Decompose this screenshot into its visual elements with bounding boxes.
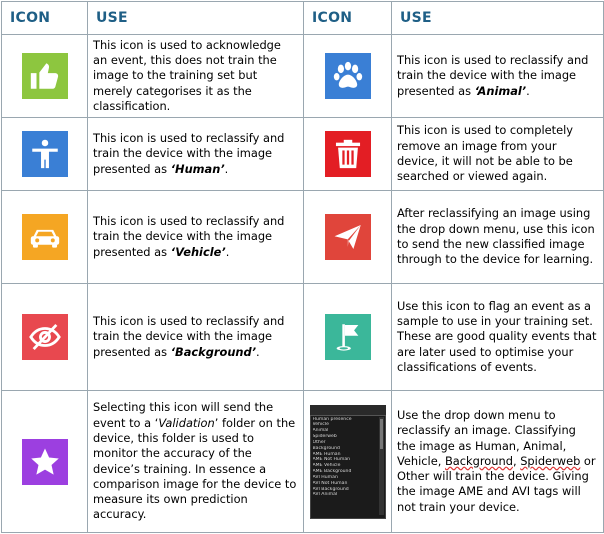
- menu-item: Other: [312, 439, 326, 445]
- use-animal-text: This icon is used to reclassify and train the device with the image presented as: [397, 53, 589, 98]
- header-use-right: USE: [392, 2, 604, 35]
- eye-off-icon: [22, 314, 68, 360]
- menu-item: AME Not Human: [312, 457, 351, 463]
- header-icon-right: ICON: [304, 2, 392, 35]
- menu-item: AME Human: [312, 451, 341, 457]
- use-vehicle-label: ‘Vehicle’: [170, 244, 226, 259]
- car-icon: [22, 214, 68, 260]
- trash-icon: [325, 131, 371, 177]
- use-dropdown-spiderweb: Spiderweb: [520, 453, 581, 468]
- table-row: [2, 391, 604, 533]
- dropdown-menu-screenshot: [310, 405, 386, 519]
- paper-plane-icon: [325, 214, 371, 260]
- use-vehicle-end: .: [225, 244, 230, 259]
- menu-item: Background: [312, 445, 340, 451]
- menu-item: AVI Animal: [312, 492, 338, 498]
- menu-item: AME Vehicle: [312, 463, 341, 469]
- use-dropdown: [392, 391, 604, 533]
- use-human-label: ‘Human’: [170, 161, 225, 176]
- use-background-end: .: [256, 344, 260, 359]
- use-background-label: ‘Background’: [170, 344, 257, 359]
- table-row: [2, 284, 604, 391]
- table-row: [2, 35, 604, 118]
- use-vehicle: [88, 191, 304, 284]
- menu-list: [313, 417, 376, 499]
- header-use-left: USE: [88, 2, 304, 35]
- use-dropdown-end: or Other will train the device. Giving the image AME and AVI tags will not train your device.: [397, 453, 596, 514]
- use-human: [88, 118, 304, 191]
- use-dropdown-sep: ,: [512, 453, 521, 468]
- star-icon: [22, 439, 68, 485]
- menu-item: AVI Human: [312, 474, 338, 480]
- menu-scrollbar: [379, 417, 384, 515]
- use-animal-label: ‘Animal’: [474, 83, 527, 98]
- use-animal: [392, 35, 604, 118]
- menu-header: [310, 405, 386, 416]
- use-human-text: This icon is used to reclassify and train the device with the image presented as: [93, 131, 285, 176]
- icon-usage-table: [1, 1, 604, 533]
- use-send: After reclassifying an image using the drop down menu, use this icon to send the new classified image through to the device for learning.: [392, 191, 604, 284]
- use-dropdown-background: Background: [444, 453, 513, 468]
- menu-item: Human presence: [312, 416, 352, 422]
- use-acknowledge: This icon is used to acknowledge an event, this does not train the image to the training set but merely categorises it as the classification.: [88, 35, 304, 118]
- use-human-end: .: [224, 161, 229, 176]
- thumbs-up-icon: [22, 53, 68, 99]
- use-validation-end: ’ folder on the device, this folder is used to monitor the accuracy of the device’s training. In essence a comparison image for the device to measure its own prediction accuracy.: [93, 415, 297, 522]
- menu-scrollbar-thumb: [380, 419, 383, 449]
- use-flag: Use this icon to flag an event as a sample to use in your training set. These are good quality events that are later used to optimise your classifications of events.: [392, 284, 604, 391]
- menu-item: AME Background: [312, 469, 352, 475]
- menu-item: Vehicle: [312, 422, 329, 428]
- header-row: [2, 2, 604, 35]
- use-background-text: This icon is used to reclassify and train the device with the image presented as: [93, 314, 285, 359]
- human-icon: [22, 131, 68, 177]
- menu-item: Spiderweb: [312, 434, 337, 440]
- use-validation-text: Selecting this icon will send the event to a ‘: [93, 400, 274, 430]
- use-remove: This icon is used to completely remove an image from your device, it will not be able to be searched or viewed again.: [392, 118, 604, 191]
- menu-item: Animal: [312, 428, 329, 434]
- paw-icon: [325, 53, 371, 99]
- use-animal-end: .: [526, 83, 530, 98]
- flag-icon: [325, 314, 371, 360]
- use-vehicle-text: This icon is used to reclassify and train the device with the image presented as: [93, 214, 285, 259]
- header-icon-left: ICON: [2, 2, 88, 35]
- menu-item: AVI Background: [312, 486, 349, 492]
- menu-item: AVI Not Human: [312, 480, 348, 486]
- use-dropdown-text: Use the drop down menu to reclassify an image. Classifying the image as Human, Animal, Vehicle,: [397, 407, 576, 468]
- use-background: [88, 284, 304, 391]
- use-validation-folder: Validation: [158, 415, 215, 430]
- table-row: [2, 191, 604, 284]
- table-row: [2, 118, 604, 191]
- use-validation: [88, 391, 304, 533]
